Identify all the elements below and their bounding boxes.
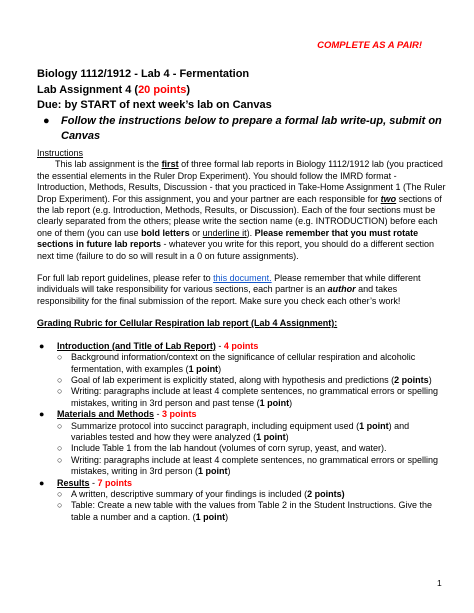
results-item-1-text: A written, descriptive summary of your findings is included ( <box>71 488 308 499</box>
p1-bold-letters: bold letters <box>141 227 190 238</box>
p2-text-a: For full lab report guidelines, please refer to <box>37 273 214 284</box>
results-item-1-points: 2 points) <box>307 488 345 499</box>
intro-item-3-end: ) <box>289 397 293 408</box>
methods-item-1-points-2: 1 point <box>256 431 286 442</box>
intro-points: 4 points <box>223 340 259 351</box>
intro-item-2-text: Goal of lab experiment is explicitly stated, along with hypothesis and predictions ( <box>71 374 395 385</box>
course-title: Biology 1112/1912 - Lab 4 - Fermentation <box>37 68 250 80</box>
methods-item-1-end: ) <box>285 431 289 442</box>
circle-bullet-icon: ○ <box>57 488 63 499</box>
document-body <box>37 148 447 523</box>
rubric-methods <box>39 409 447 420</box>
p1-text-a: This lab assignment is the <box>55 159 162 170</box>
circle-bullet-icon: ○ <box>57 352 63 363</box>
intro-item-1-end: ) <box>218 363 222 374</box>
methods-item-3-text: Writing: paragraphs include at least 4 complete sentences, no grammatical errors or spelling mistakes, writing in 3rd person ( <box>71 454 439 477</box>
rubric-methods-item <box>57 443 447 454</box>
circle-bullet-icon: ○ <box>57 500 63 511</box>
results-item-2-text: Table: Create a new table with the values from Table 2 in the Student Instructions. Give the table a number and a caption. ( <box>71 500 433 522</box>
intro-item-1-text: Background information/context on the significance of cellular respiration and alcoholic fermentation, with examples ( <box>71 352 416 374</box>
p1-underline-it: underline it <box>202 227 247 238</box>
follow-instructions-bullet <box>37 114 457 145</box>
rubric-introduction <box>39 341 447 352</box>
bullet-dot-icon: ● <box>39 340 45 351</box>
instructions-paragraph-1 <box>37 159 447 262</box>
p1-text-e: - whatever you write for this report, you should do a different section next time (failure to do so will result in a 0 on future assignments). <box>37 239 435 261</box>
circle-bullet-icon: ○ <box>57 374 63 385</box>
intro-item-2-points: 2 points <box>394 374 429 385</box>
p2-text-b: Please remember that while different individuals will take responsibility for various sections, each partner is an <box>37 273 421 295</box>
complete-as-pair-note: COMPLETE AS A PAIR! <box>317 40 422 51</box>
due-date: Due: by START of next week’s lab on Canvas <box>37 99 272 111</box>
results-item-2-points: 1 point <box>195 511 226 522</box>
rubric-results-item <box>57 500 447 523</box>
methods-sep: - <box>154 409 163 420</box>
instructions-heading: Instructions <box>37 148 84 158</box>
p1-or: or <box>189 227 203 238</box>
circle-bullet-icon: ○ <box>57 443 63 454</box>
assignment-points: 20 points <box>138 83 187 96</box>
document-header <box>37 67 457 145</box>
methods-item-1-mid: ) and variables tested and how they were analyzed ( <box>71 420 410 442</box>
p1-first: first <box>161 159 179 170</box>
rubric-intro-item <box>57 375 447 386</box>
methods-item-1-points: 1 point <box>359 420 389 431</box>
methods-item-3-end: ) <box>227 466 231 477</box>
intro-item-3-text: Writing: paragraphs include at least 4 complete sentences, no grammatical errors or spelling mistakes, writing in 3rd person and past tense ( <box>71 386 439 408</box>
rubric-methods-item <box>57 455 447 478</box>
results-points: 7 points <box>97 477 133 488</box>
results-label: Results <box>57 477 90 488</box>
instructions-paragraph-2 <box>37 273 447 307</box>
rubric-methods-item <box>57 421 447 444</box>
p1-text-b: of three formal lab reports in Biology 1112/1912 lab (you practiced the essential elements in the Ruler Drop Experiment). You should follow the IMRD format - Introduction, Methods, Results, Discussion - that you practiced in Take-Home Assignment 1 (The Ruler Drop Experiment). For this assignment, you and your partner are each responsible for <box>37 159 446 204</box>
assignment-title <box>37 83 457 99</box>
rubric-title: Grading Rubric for Cellular Respiration lab report (Lab 4 Assignment): <box>37 318 338 329</box>
intro-item-2-end: ) <box>428 374 432 385</box>
rubric-intro-item <box>57 386 447 409</box>
intro-item-1-points: 1 point <box>188 363 219 374</box>
circle-bullet-icon: ○ <box>57 454 63 465</box>
assignment-title-close: ) <box>186 83 191 96</box>
page-number: 1 <box>437 578 442 588</box>
circle-bullet-icon: ○ <box>57 420 63 431</box>
results-item-2-end: ) <box>225 511 229 522</box>
p1-text-d: ). <box>246 227 255 238</box>
bullet-dot-icon: ● <box>39 477 45 488</box>
p1-two: two <box>380 193 397 204</box>
rubric-results <box>39 478 447 489</box>
methods-item-1-text: Summarize protocol into succinct paragraph, including equipment used ( <box>71 420 360 431</box>
follow-instructions-text: Follow the instructions below to prepare a formal lab write-up, submit on Canvas <box>61 114 442 142</box>
guidelines-link[interactable]: this document. <box>213 273 272 284</box>
rubric-intro-item <box>57 352 447 375</box>
intro-label: Introduction (and Title of Lab Report) <box>57 340 216 351</box>
methods-points: 3 points <box>162 409 197 420</box>
methods-item-3-points: 1 point <box>198 466 228 477</box>
bullet-dot-icon: ● <box>39 409 45 420</box>
intro-item-3-points: 1 point <box>259 397 290 408</box>
assignment-title-text: Lab Assignment 4 ( <box>37 83 139 96</box>
rubric-results-item <box>57 489 447 500</box>
p2-author: author <box>327 284 356 295</box>
p1-text-c: sections of the lab report (e.g. Introduction, Methods, Results, or Discussion). Each of the four sections must be clearly separated from the others; please write the section name (e.g. INTRODUCTION) before each one of them (you can use <box>37 193 442 238</box>
results-sep: - <box>89 477 98 488</box>
methods-label: Materials and Methods <box>57 409 155 420</box>
p2-text-c: and takes responsibility for the final submission of the report. Make sure you check each other’s work! <box>37 284 401 306</box>
intro-sep: - <box>215 340 224 351</box>
circle-bullet-icon: ○ <box>57 386 63 397</box>
p1-remember: Please remember that you must rotate sections in future lab reports <box>37 227 419 250</box>
methods-item-2-text: Include Table 1 from the lab handout (volumes of corn syrup, yeast, and water). <box>71 443 387 454</box>
bullet-dot-icon: ● <box>43 114 50 127</box>
